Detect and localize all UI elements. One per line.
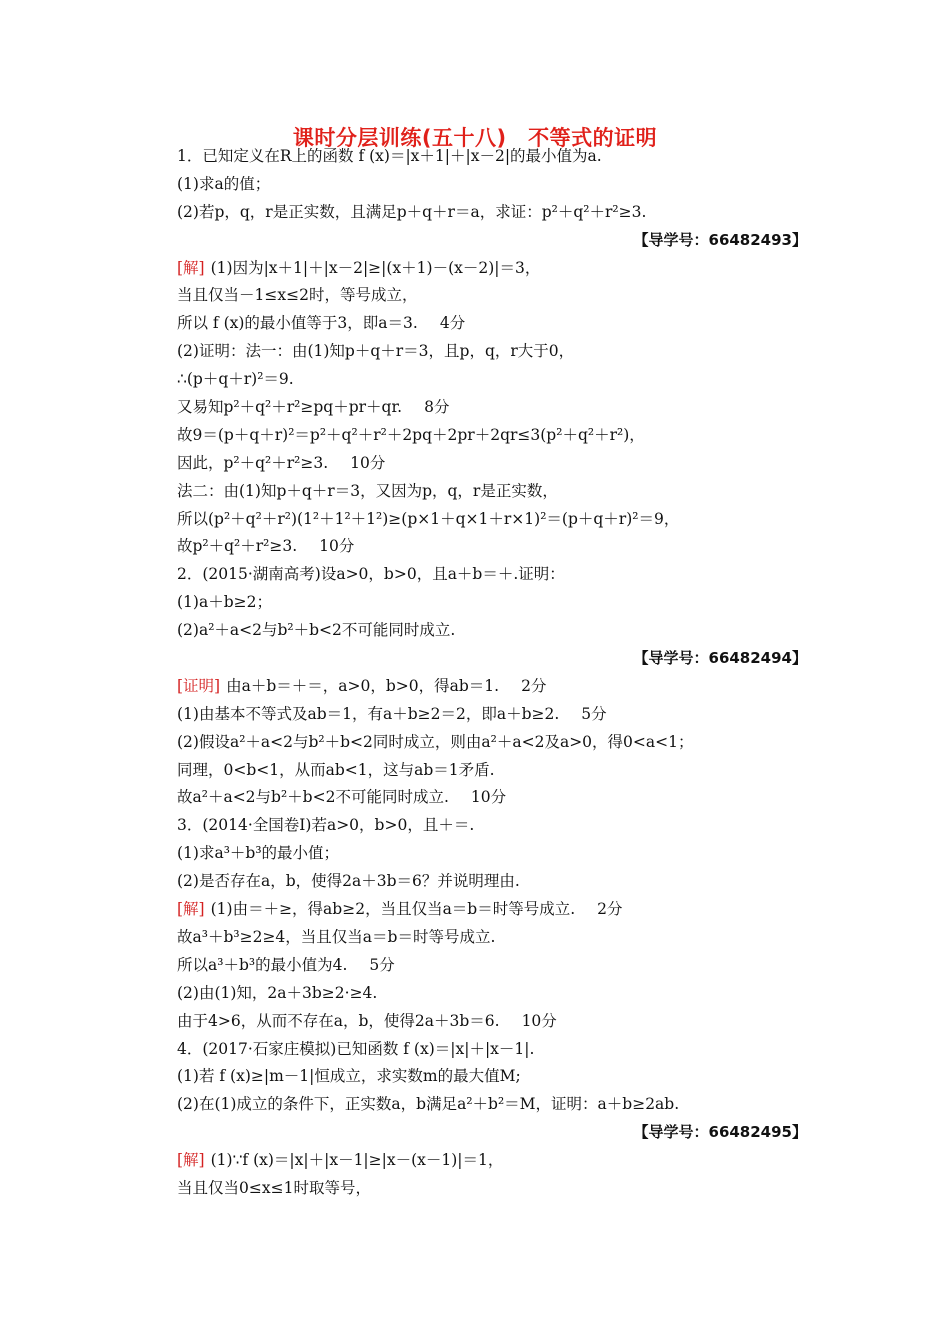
line-text: (2)假设a²＋a<2与b²＋b<2同时成立，则由a²＋a<2及a>0，得0<a<1；	[177, 732, 694, 751]
text-line	[177, 617, 807, 645]
text-line	[177, 924, 807, 952]
solution-tag: [解]	[177, 900, 205, 919]
line-text: 3．(2014·全国卷Ⅰ)若a>0，b>0，且＋＝.	[177, 816, 475, 835]
text-line	[177, 701, 807, 729]
reference-number	[177, 645, 807, 673]
line-text: (1)若 f (x)≥|m－1|恒成立，求实数m的最大值M;	[177, 1067, 521, 1086]
line-text: 2．(2015·湖南高考)设a>0，b>0，且a＋b＝＋.证明：	[177, 565, 565, 584]
text-line	[177, 255, 807, 283]
line-text: 又易知p²＋q²＋r²≥pq＋pr＋qr.	[177, 398, 403, 417]
score-mark: 10分	[350, 453, 386, 472]
text-line	[177, 310, 807, 338]
line-text: 当且仅当－1≤x≤2时，等号成立，	[177, 286, 418, 305]
text-line	[177, 1091, 807, 1119]
line-text: (1)因为|x＋1|＋|x－2|≥|(x＋1)－(x－2)|＝3，	[210, 258, 541, 277]
score-mark: 10分	[470, 788, 507, 807]
line-text: 故p²＋q²＋r²≥3.	[177, 537, 298, 556]
line-text: (1)求a³＋b³的最小值；	[177, 844, 340, 863]
line-text: (2)若p，q，r是正实数，且满足p＋q＋r＝a，求证：p²＋q²＋r²≥3.	[177, 202, 647, 221]
text-line	[177, 1036, 807, 1064]
text-line	[177, 1063, 807, 1091]
solution-tag: [证明]	[177, 676, 221, 695]
text-line	[177, 394, 807, 422]
line-text: 故9＝(p＋q＋r)²＝p²＋q²＋r²＋2pq＋2pr＋2qr≤3(p²＋q²＋r²)，	[177, 425, 645, 444]
line-text: 【导学号：66482495】	[633, 1123, 807, 1142]
text-line	[177, 952, 807, 980]
score-mark: 5分	[369, 955, 395, 974]
document-body	[177, 143, 807, 1203]
text-line	[177, 366, 807, 394]
text-line	[177, 450, 807, 478]
line-text: 【导学号：66482493】	[633, 230, 807, 249]
line-text: (2)在(1)成立的条件下，正实数a，b满足a²＋b²＝M，证明：a＋b≥2ab.	[177, 1095, 680, 1114]
line-text: (2)a²＋a<2与b²＋b<2不可能同时成立.	[177, 621, 456, 640]
score-mark: 10分	[521, 1011, 557, 1030]
line-text: 1．已知定义在R上的函数 f (x)＝|x＋1|＋|x－2|的最小值为a.	[177, 147, 602, 165]
line-text: (2)证明：法一：由(1)知p＋q＋r＝3，且p，q，r大于0，	[177, 342, 575, 361]
line-text: 故a²＋a<2与b²＋b<2不可能同时成立.	[177, 788, 449, 807]
text-line	[177, 561, 807, 589]
line-text: 所以(p²＋q²＋r²)(1²＋1²＋1²)≥(p×1＋q×1＋r×1)²＝(p＋q＋r)²＝9，	[177, 509, 680, 528]
line-text: (2)是否存在a，b，使得2a＋3b＝6？并说明理由.	[177, 872, 520, 891]
text-line	[177, 1008, 807, 1036]
score-mark: 2分	[521, 676, 547, 695]
line-text: 当且仅当0≤x≤1时取等号，	[177, 1178, 371, 1197]
text-line	[177, 784, 807, 812]
text-line	[177, 729, 807, 757]
score-mark: 5分	[581, 704, 607, 723]
line-text: (1)求a的值；	[177, 174, 271, 193]
text-line	[177, 840, 807, 868]
text-line	[177, 533, 807, 561]
text-line	[177, 896, 807, 924]
solution-tag: [解]	[177, 258, 205, 277]
line-text: 由于4>6，从而不存在a，b，使得2a＋3b＝6.	[177, 1011, 500, 1030]
line-text: 由a＋b＝＋＝，a>0，b>0，得ab＝1.	[226, 676, 500, 695]
score-mark: 2分	[597, 900, 623, 919]
score-mark: 10分	[319, 537, 355, 556]
line-text: (1)由＝＋≥，得ab≥2，当且仅当a＝b＝时等号成立.	[210, 900, 576, 919]
text-line	[177, 143, 807, 171]
text-line	[177, 422, 807, 450]
text-line	[177, 589, 807, 617]
line-text: 法二：由(1)知p＋q＋r＝3，又因为p，q，r是正实数，	[177, 481, 558, 500]
text-line	[177, 282, 807, 310]
line-text: 4．(2017·石家庄模拟)已知函数 f (x)＝|x|＋|x－1|.	[177, 1039, 535, 1058]
text-line	[177, 868, 807, 896]
reference-number	[177, 227, 807, 255]
text-line	[177, 1147, 807, 1175]
line-text: ∴(p＋q＋r)²＝9.	[177, 370, 294, 389]
text-line	[177, 478, 807, 506]
score-mark: 8分	[424, 398, 450, 417]
line-text: (1)a＋b≥2；	[177, 593, 272, 612]
page-title: 课时分层训练(五十八) 不等式的证明	[292, 126, 658, 150]
text-line	[177, 1175, 807, 1203]
text-line	[177, 812, 807, 840]
line-text: (2)由(1)知，2a＋3b≥2·≥4.	[177, 983, 378, 1002]
text-line	[177, 673, 807, 701]
reference-number	[177, 1119, 807, 1147]
solution-tag: [解]	[177, 1151, 205, 1170]
text-line	[177, 980, 807, 1008]
text-line	[177, 199, 807, 227]
text-line	[177, 338, 807, 366]
text-line	[177, 757, 807, 785]
line-text: 故a³＋b³≥2≥4，当且仅当a＝b＝时等号成立.	[177, 927, 496, 946]
line-text: 因此，p²＋q²＋r²≥3.	[177, 453, 329, 472]
line-text: (1)由基本不等式及ab＝1，有a＋b≥2＝2，即a＋b≥2.	[177, 704, 560, 723]
text-line	[177, 506, 807, 534]
line-text: 【导学号：66482494】	[633, 649, 807, 668]
score-mark: 4分	[439, 314, 466, 333]
text-line	[177, 171, 807, 199]
line-text: 所以 f (x)的最小值等于3，即a＝3.	[177, 314, 418, 333]
line-text: 同理，0<b<1，从而ab<1，这与ab＝1矛盾.	[177, 760, 495, 779]
line-text: 所以a³＋b³的最小值为4.	[177, 955, 348, 974]
line-text: (1)∵f (x)＝|x|＋|x－1|≥|x－(x－1)|＝1，	[210, 1151, 504, 1170]
